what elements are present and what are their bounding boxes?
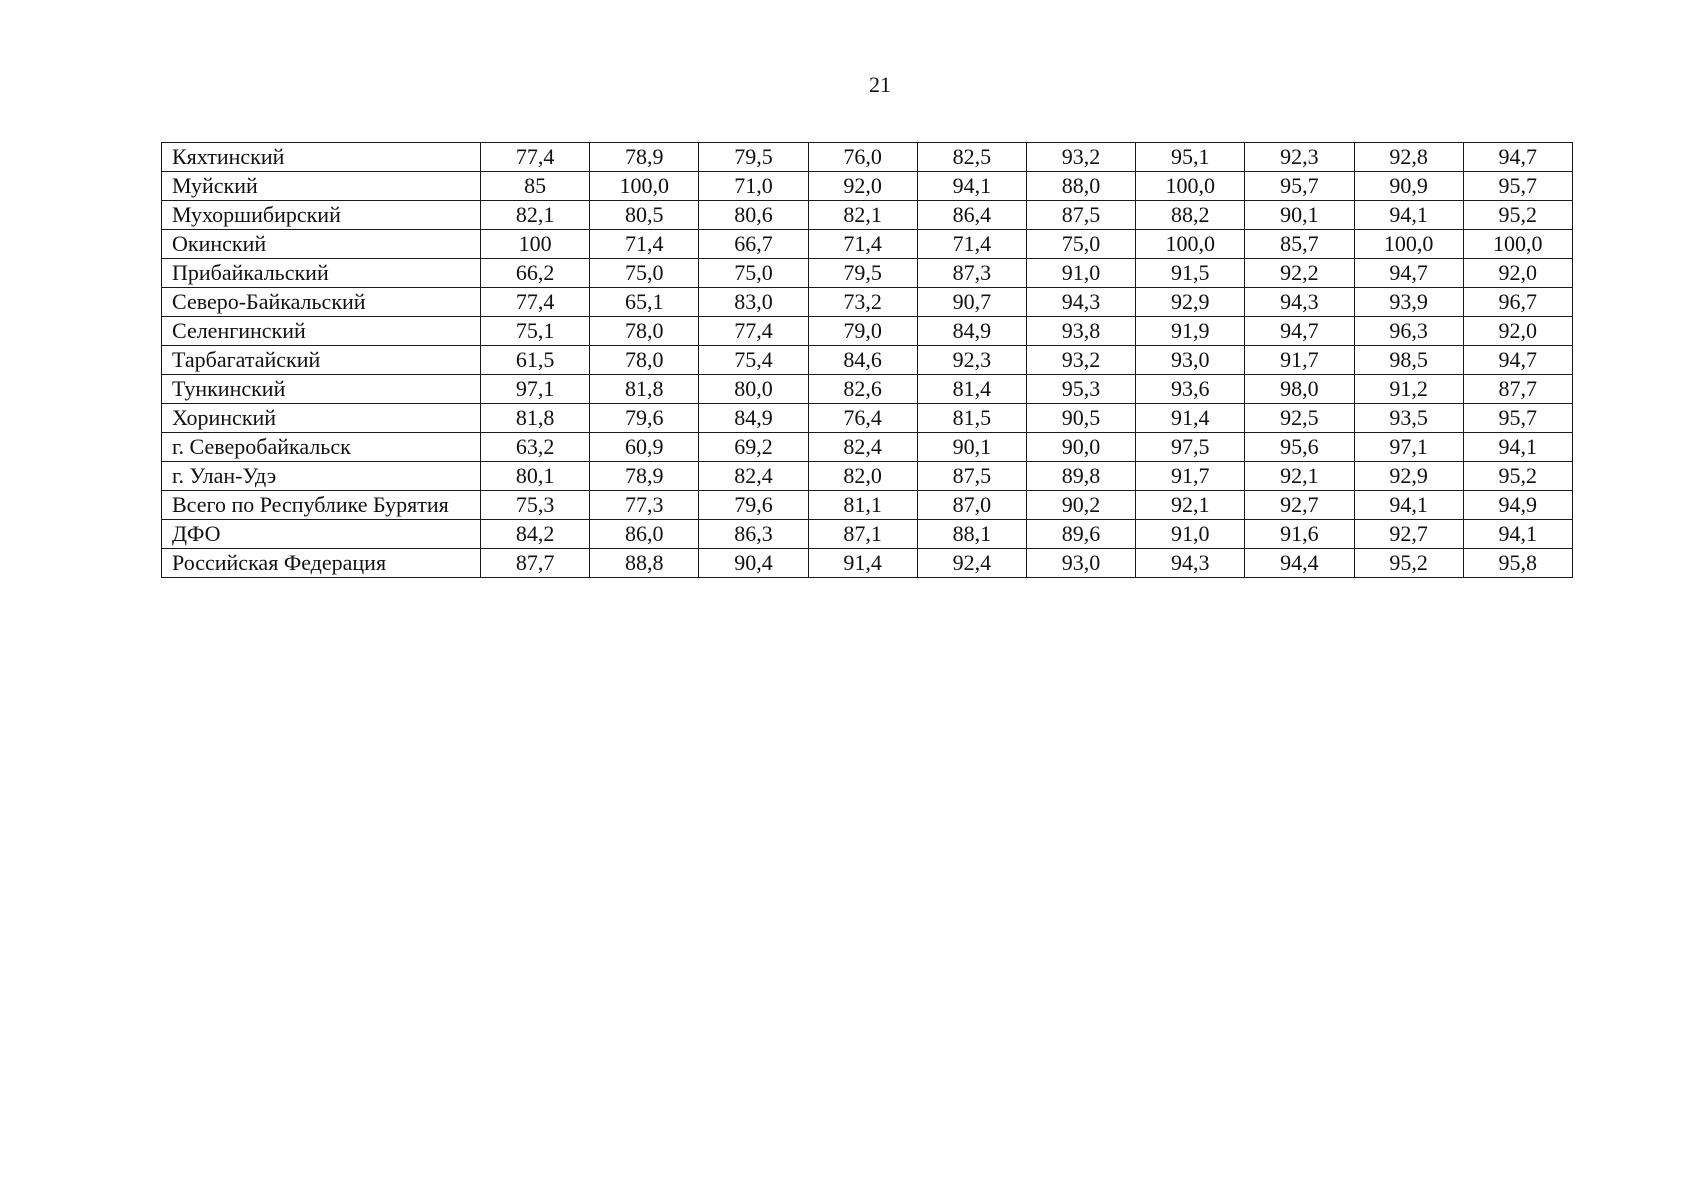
table-cell: 88,1 bbox=[917, 520, 1026, 549]
table-cell: 91,7 bbox=[1245, 346, 1354, 375]
table-cell: 80,1 bbox=[481, 462, 590, 491]
table-cell: 92,7 bbox=[1354, 520, 1463, 549]
table-cell: 100 bbox=[481, 230, 590, 259]
table-row bbox=[162, 288, 1573, 317]
table-cell: 90,1 bbox=[917, 433, 1026, 462]
table-cell: 95,7 bbox=[1463, 404, 1572, 433]
table-cell: 92,3 bbox=[917, 346, 1026, 375]
table-cell: 93,9 bbox=[1354, 288, 1463, 317]
table-cell: 79,6 bbox=[590, 404, 699, 433]
table-cell: 95,2 bbox=[1463, 201, 1572, 230]
row-label: Российская Федерация bbox=[162, 549, 481, 578]
table-cell: 78,9 bbox=[590, 462, 699, 491]
table-cell: 95,6 bbox=[1245, 433, 1354, 462]
table-cell: 82,5 bbox=[917, 143, 1026, 172]
row-label: Тарбагатайский bbox=[162, 346, 481, 375]
table-row bbox=[162, 433, 1573, 462]
table-cell: 95,7 bbox=[1245, 172, 1354, 201]
table-cell: 71,0 bbox=[699, 172, 808, 201]
table-cell: 92,5 bbox=[1245, 404, 1354, 433]
table-cell: 84,9 bbox=[699, 404, 808, 433]
table-cell: 97,1 bbox=[1354, 433, 1463, 462]
table-cell: 94,9 bbox=[1463, 491, 1572, 520]
table-cell: 80,0 bbox=[699, 375, 808, 404]
table-cell: 63,2 bbox=[481, 433, 590, 462]
table-cell: 92,7 bbox=[1245, 491, 1354, 520]
table-cell: 75,4 bbox=[699, 346, 808, 375]
table-cell: 87,0 bbox=[917, 491, 1026, 520]
table-cell: 60,9 bbox=[590, 433, 699, 462]
table-cell: 98,5 bbox=[1354, 346, 1463, 375]
table-cell: 90,5 bbox=[1026, 404, 1135, 433]
table-cell: 79,5 bbox=[808, 259, 917, 288]
table-cell: 77,4 bbox=[699, 317, 808, 346]
table-cell: 100,0 bbox=[1136, 172, 1245, 201]
table-cell: 86,0 bbox=[590, 520, 699, 549]
table-row bbox=[162, 549, 1573, 578]
table-cell: 79,6 bbox=[699, 491, 808, 520]
table-cell: 77,4 bbox=[481, 288, 590, 317]
table-cell: 94,3 bbox=[1026, 288, 1135, 317]
table-cell: 95,2 bbox=[1354, 549, 1463, 578]
table-cell: 84,9 bbox=[917, 317, 1026, 346]
table-cell: 81,1 bbox=[808, 491, 917, 520]
table-cell: 92,0 bbox=[1463, 259, 1572, 288]
table-cell: 73,2 bbox=[808, 288, 917, 317]
table-cell: 82,4 bbox=[808, 433, 917, 462]
statistics-table bbox=[161, 142, 1573, 578]
table-cell: 92,9 bbox=[1136, 288, 1245, 317]
table-cell: 82,1 bbox=[808, 201, 917, 230]
table-cell: 92,3 bbox=[1245, 143, 1354, 172]
table-cell: 81,5 bbox=[917, 404, 1026, 433]
row-label: Северо-Байкальский bbox=[162, 288, 481, 317]
table-cell: 94,1 bbox=[1354, 201, 1463, 230]
table-cell: 87,5 bbox=[1026, 201, 1135, 230]
table-cell: 90,4 bbox=[699, 549, 808, 578]
table-cell: 84,2 bbox=[481, 520, 590, 549]
table-cell: 100,0 bbox=[590, 172, 699, 201]
table-cell: 93,8 bbox=[1026, 317, 1135, 346]
table-cell: 91,7 bbox=[1136, 462, 1245, 491]
table-cell: 82,6 bbox=[808, 375, 917, 404]
row-label: Окинский bbox=[162, 230, 481, 259]
table-cell: 95,2 bbox=[1463, 462, 1572, 491]
table-cell: 94,1 bbox=[1354, 491, 1463, 520]
table-cell: 94,7 bbox=[1463, 346, 1572, 375]
table-cell: 95,7 bbox=[1463, 172, 1572, 201]
table-cell: 91,4 bbox=[808, 549, 917, 578]
table-cell: 81,4 bbox=[917, 375, 1026, 404]
table-cell: 80,6 bbox=[699, 201, 808, 230]
table-cell: 94,1 bbox=[1463, 433, 1572, 462]
table-cell: 92,1 bbox=[1136, 491, 1245, 520]
table-row bbox=[162, 230, 1573, 259]
table-cell: 79,0 bbox=[808, 317, 917, 346]
row-label: г. Северобайкальск bbox=[162, 433, 481, 462]
table-cell: 75,0 bbox=[590, 259, 699, 288]
table-cell: 75,0 bbox=[1026, 230, 1135, 259]
table-cell: 93,2 bbox=[1026, 143, 1135, 172]
table-cell: 78,0 bbox=[590, 317, 699, 346]
table-cell: 92,0 bbox=[1463, 317, 1572, 346]
table-cell: 86,3 bbox=[699, 520, 808, 549]
table-cell: 65,1 bbox=[590, 288, 699, 317]
table-cell: 92,1 bbox=[1245, 462, 1354, 491]
row-label: Селенгинский bbox=[162, 317, 481, 346]
table-row bbox=[162, 259, 1573, 288]
table-cell: 66,2 bbox=[481, 259, 590, 288]
table-cell: 96,7 bbox=[1463, 288, 1572, 317]
table-cell: 77,3 bbox=[590, 491, 699, 520]
table-cell: 85 bbox=[481, 172, 590, 201]
table-cell: 71,4 bbox=[917, 230, 1026, 259]
table-cell: 76,0 bbox=[808, 143, 917, 172]
row-label: Прибайкальский bbox=[162, 259, 481, 288]
table-cell: 78,9 bbox=[590, 143, 699, 172]
table-cell: 66,7 bbox=[699, 230, 808, 259]
table-cell: 89,6 bbox=[1026, 520, 1135, 549]
table-cell: 94,3 bbox=[1245, 288, 1354, 317]
table-cell: 81,8 bbox=[590, 375, 699, 404]
table-cell: 90,2 bbox=[1026, 491, 1135, 520]
table-cell: 90,1 bbox=[1245, 201, 1354, 230]
row-label: Кяхтинский bbox=[162, 143, 481, 172]
table-cell: 87,3 bbox=[917, 259, 1026, 288]
table-cell: 89,8 bbox=[1026, 462, 1135, 491]
row-label: Хоринский bbox=[162, 404, 481, 433]
table-cell: 93,0 bbox=[1026, 549, 1135, 578]
table-cell: 75,1 bbox=[481, 317, 590, 346]
table-cell: 97,5 bbox=[1136, 433, 1245, 462]
table-cell: 88,2 bbox=[1136, 201, 1245, 230]
table-cell: 91,0 bbox=[1026, 259, 1135, 288]
table-cell: 92,4 bbox=[917, 549, 1026, 578]
table-cell: 98,0 bbox=[1245, 375, 1354, 404]
table-row bbox=[162, 172, 1573, 201]
table-cell: 91,0 bbox=[1136, 520, 1245, 549]
row-label: Мухоршибирский bbox=[162, 201, 481, 230]
table-cell: 85,7 bbox=[1245, 230, 1354, 259]
table-cell: 75,3 bbox=[481, 491, 590, 520]
table-cell: 95,3 bbox=[1026, 375, 1135, 404]
table-cell: 93,0 bbox=[1136, 346, 1245, 375]
table-cell: 79,5 bbox=[699, 143, 808, 172]
table-cell: 69,2 bbox=[699, 433, 808, 462]
table-cell: 93,2 bbox=[1026, 346, 1135, 375]
table-cell: 92,2 bbox=[1245, 259, 1354, 288]
table-cell: 91,2 bbox=[1354, 375, 1463, 404]
table-cell: 88,8 bbox=[590, 549, 699, 578]
table-cell: 81,8 bbox=[481, 404, 590, 433]
table-cell: 94,1 bbox=[917, 172, 1026, 201]
table-row bbox=[162, 201, 1573, 230]
table-cell: 87,1 bbox=[808, 520, 917, 549]
table-cell: 87,5 bbox=[917, 462, 1026, 491]
table-row bbox=[162, 520, 1573, 549]
table-cell: 95,1 bbox=[1136, 143, 1245, 172]
table-cell: 71,4 bbox=[808, 230, 917, 259]
row-label: Муйский bbox=[162, 172, 481, 201]
table-cell: 83,0 bbox=[699, 288, 808, 317]
table-cell: 80,5 bbox=[590, 201, 699, 230]
table-cell: 75,0 bbox=[699, 259, 808, 288]
table-cell: 92,8 bbox=[1354, 143, 1463, 172]
table-cell: 93,6 bbox=[1136, 375, 1245, 404]
table-cell: 100,0 bbox=[1136, 230, 1245, 259]
table-row bbox=[162, 143, 1573, 172]
row-label: ДФО bbox=[162, 520, 481, 549]
table-cell: 92,0 bbox=[808, 172, 917, 201]
table-row bbox=[162, 404, 1573, 433]
table-row bbox=[162, 346, 1573, 375]
page-number: 21 bbox=[869, 72, 891, 97]
table-row bbox=[162, 491, 1573, 520]
table-cell: 93,5 bbox=[1354, 404, 1463, 433]
row-label: Всего по Республике Бурятия bbox=[162, 491, 481, 520]
table-cell: 78,0 bbox=[590, 346, 699, 375]
table-cell: 87,7 bbox=[481, 549, 590, 578]
table-cell: 90,7 bbox=[917, 288, 1026, 317]
table-cell: 91,4 bbox=[1136, 404, 1245, 433]
table-cell: 92,9 bbox=[1354, 462, 1463, 491]
table-cell: 96,3 bbox=[1354, 317, 1463, 346]
table-cell: 82,4 bbox=[699, 462, 808, 491]
table-cell: 94,7 bbox=[1463, 143, 1572, 172]
table-cell: 82,1 bbox=[481, 201, 590, 230]
table-cell: 61,5 bbox=[481, 346, 590, 375]
table-row bbox=[162, 375, 1573, 404]
table-cell: 94,3 bbox=[1136, 549, 1245, 578]
table-cell: 97,1 bbox=[481, 375, 590, 404]
row-label: Тункинский bbox=[162, 375, 481, 404]
table-cell: 91,5 bbox=[1136, 259, 1245, 288]
row-label: г. Улан-Удэ bbox=[162, 462, 481, 491]
table-row bbox=[162, 317, 1573, 346]
table-cell: 90,0 bbox=[1026, 433, 1135, 462]
table-cell: 76,4 bbox=[808, 404, 917, 433]
table-cell: 91,6 bbox=[1245, 520, 1354, 549]
table-cell: 94,7 bbox=[1354, 259, 1463, 288]
table-cell: 94,1 bbox=[1463, 520, 1572, 549]
table-cell: 87,7 bbox=[1463, 375, 1572, 404]
table-cell: 90,9 bbox=[1354, 172, 1463, 201]
table-cell: 100,0 bbox=[1463, 230, 1572, 259]
table-cell: 94,4 bbox=[1245, 549, 1354, 578]
table-cell: 77,4 bbox=[481, 143, 590, 172]
table-row bbox=[162, 462, 1573, 491]
table-cell: 86,4 bbox=[917, 201, 1026, 230]
table-cell: 95,8 bbox=[1463, 549, 1572, 578]
table-cell: 94,7 bbox=[1245, 317, 1354, 346]
table-cell: 91,9 bbox=[1136, 317, 1245, 346]
table-body bbox=[162, 143, 1573, 578]
table-cell: 84,6 bbox=[808, 346, 917, 375]
table-cell: 82,0 bbox=[808, 462, 917, 491]
table-cell: 100,0 bbox=[1354, 230, 1463, 259]
table-cell: 88,0 bbox=[1026, 172, 1135, 201]
table-cell: 71,4 bbox=[590, 230, 699, 259]
